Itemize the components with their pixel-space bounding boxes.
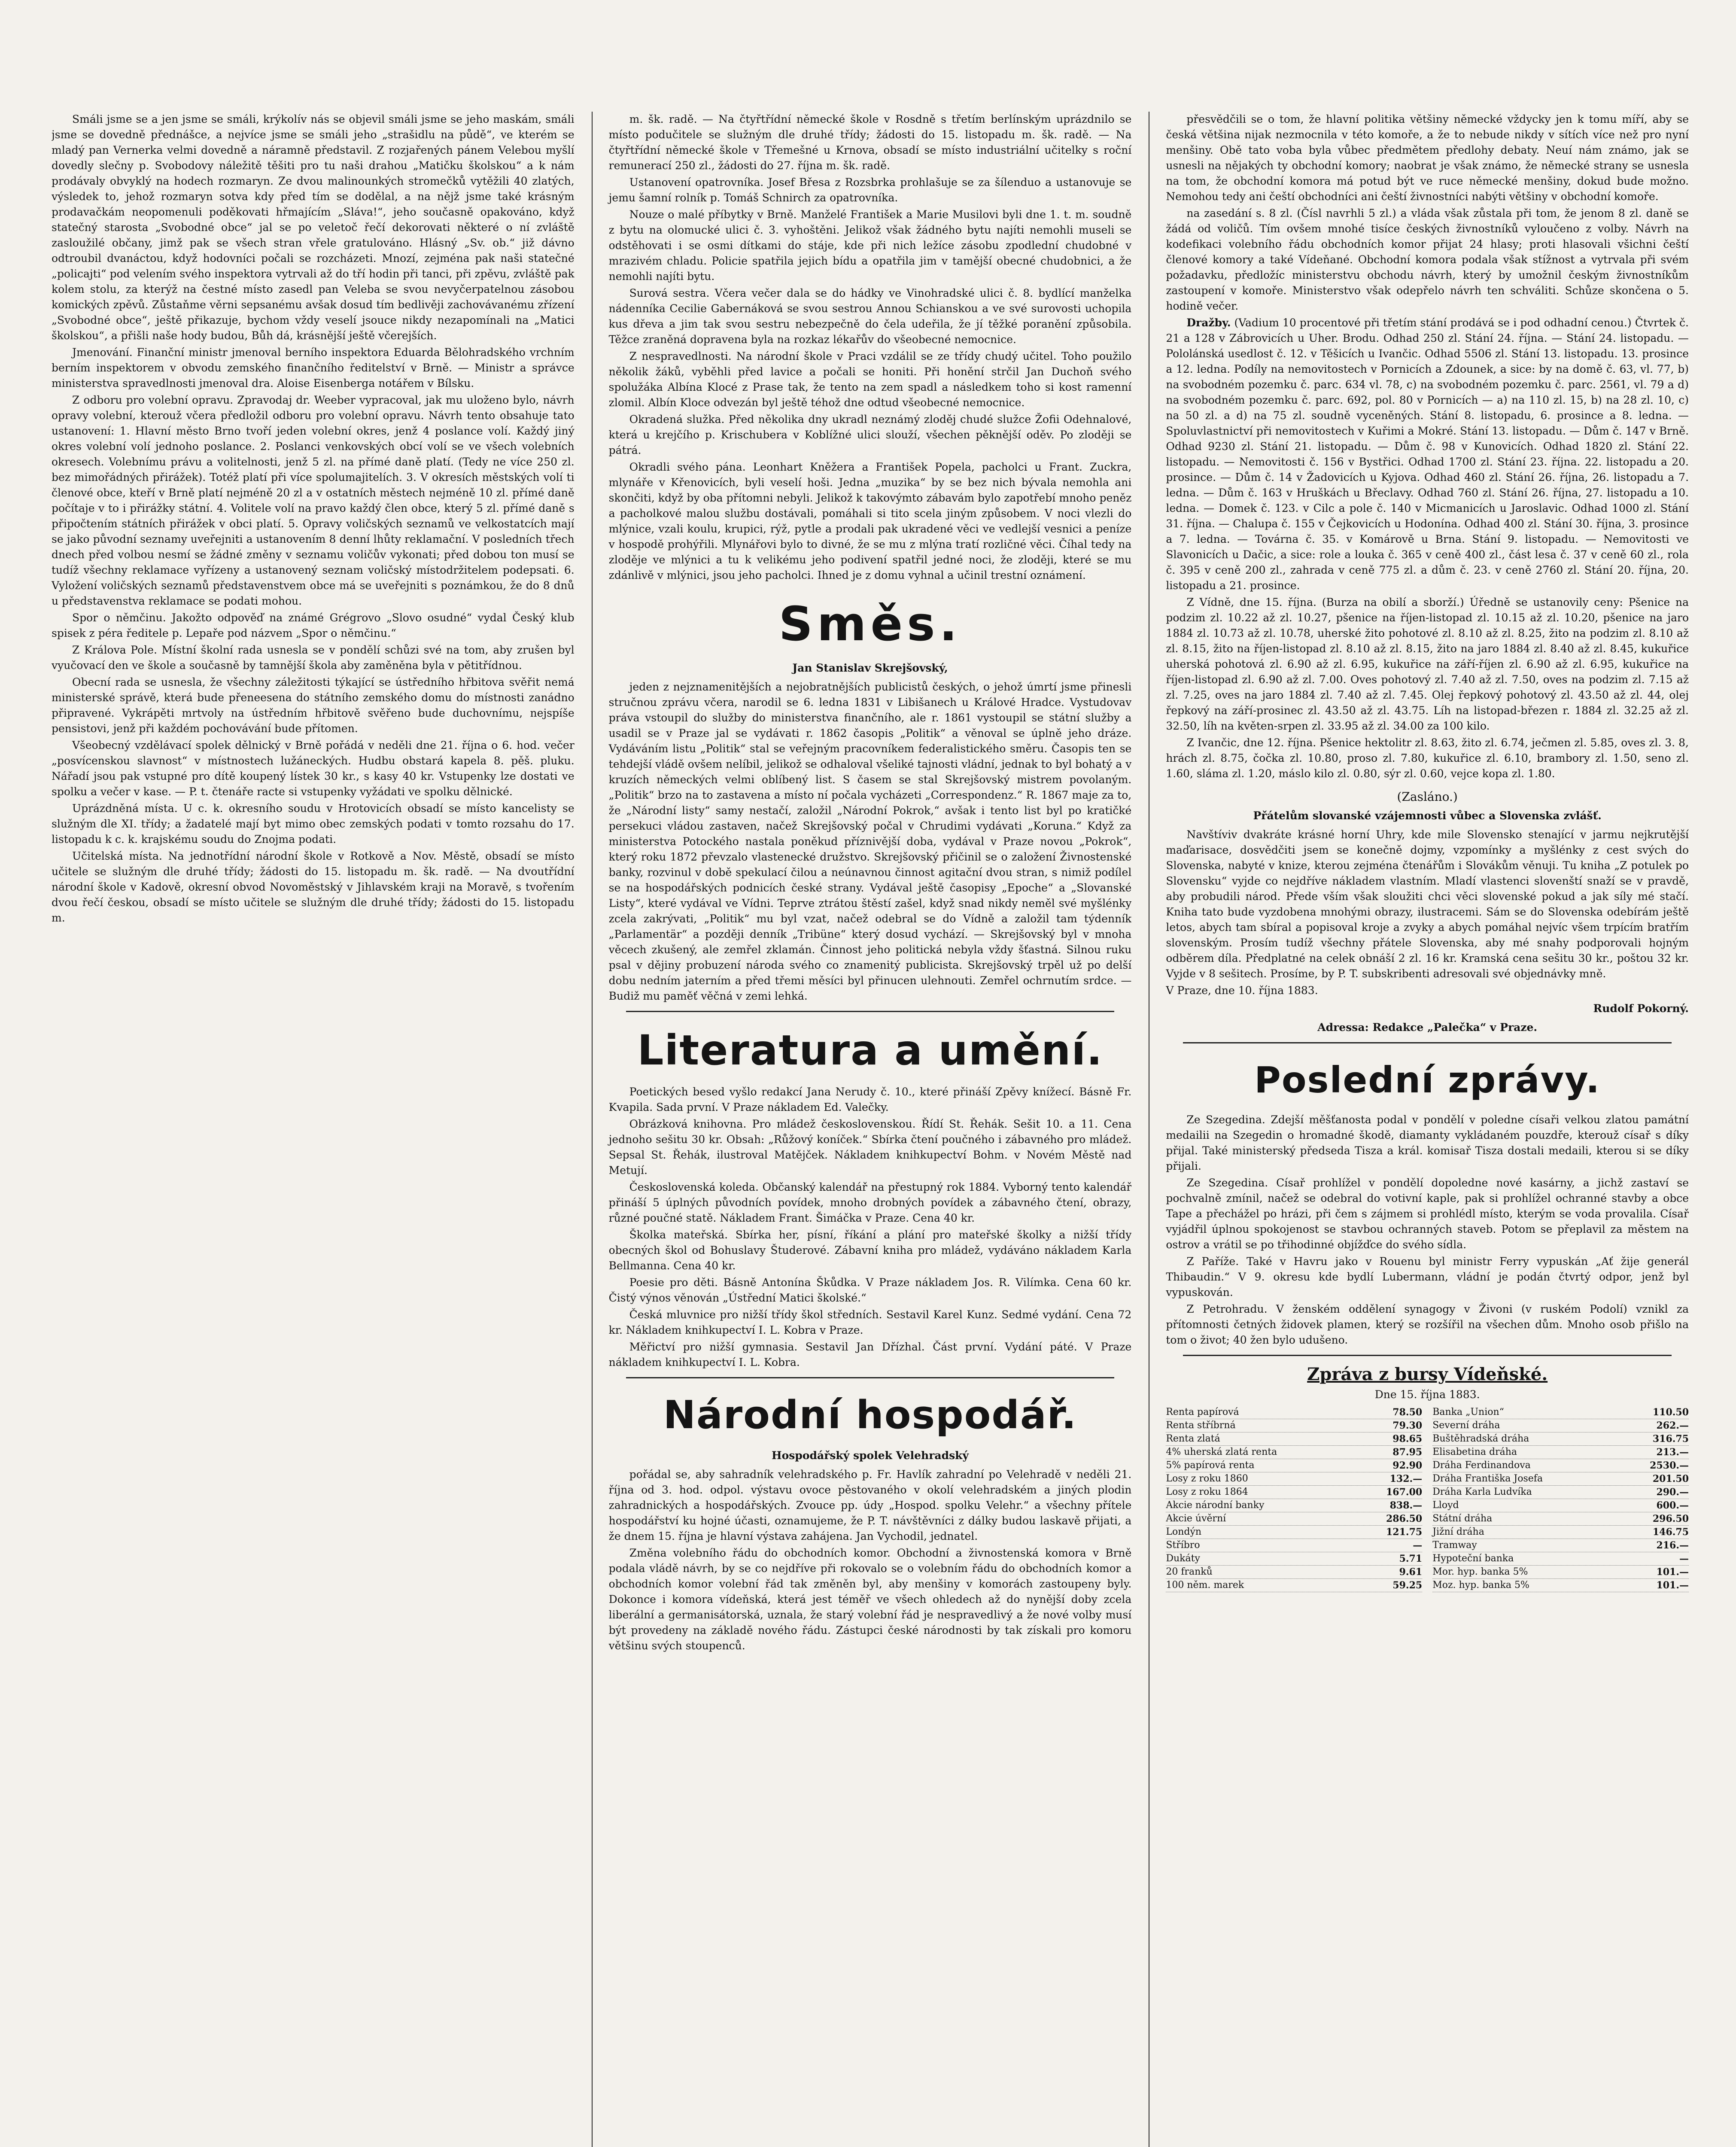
bourse-row <box>1432 1419 1689 1432</box>
article-teaching-positions: Učitelská místa. Na jednotřídní národní škole v Rotkově a Nov. Městě, obsadí se místo učitele se služným dle druhé třídy; žádosti do 15. listopadu m. šk. radě. — Na dvoutřídní národní škole v Kadově, okresní obvod Novoměstský v Jihlavském kraji na Moravě, s tvořením dvou řečí českou, obsadí se místo učitele se služným dle druhé třídy; žádosti do 15. listopadu m. <box>52 850 575 924</box>
article-chamber-vote: na zasedání s. 8 zl. (Čísl navrhli 5 zl.) a vláda však zůstala při tom, že jenom 8 zl. daně se žádá od voličů. Tím ovšem mnohé tisíce českých živnostníků vyloučeno z volby. Návrh na kodefikaci volebního řádu obchodních komor přijat 24 hlasy; proti hlasovali všichni čeští členové komory a také Vídeňané. Obchodní komora podala však stížnost a vytrvala při svém požadavku, předložíc ministerstvu obchodu návrh, který by umožnil českým živnostníkům zastoupení v komoře. Ministerstvo však odepřelo návrh ten schváliti. Schůze skončena o 5. hodině večer. <box>1166 207 1689 312</box>
article-agri-exhibition: pořádal se, aby sahradník velehradského p. Fr. Havlík zahradní po Velehradě v neděli 21. října od 3. hod. odpol. výstavu ovoce pěstovaného v okolí velehradském a jiných plodin zahradnických a hospodářských. Zvouce pp. údy „Hospod. spolku Velehr.“ a všechny přítele hospodářství ku hojné účasti, oznamujeme, že P. T. návštěvníci z dálky budou laskavě přijati, a že dnem 15. října je hlavní výstava zahájena. Jan Vychodil, jednatel. <box>608 1468 1132 1542</box>
article-appeal: Navštíviv dvakráte krásné horní Uhry, kde mile Slovensko stenající v jarmu nejkrutější maďarisace, dosvědčiti jsem se konečně dojmy, vzpomínky a myšlénky z cest svých do Slovenska, nabyté v knize, kterou zejména čtenářům i Slovákům věnuji. Tu kniha „Z potulek po Slovensku“ vyjde co nejdříve nákladem vlastním. Mladí vlastenci slovenští snaží se v pravdě, aby probudili národ. Přede vším však sloužiti chci věci slovenské pokud a jak síly mé stačí. Kniha tato bude vyzdobena mnohými obrazy, ilustracemi. Sám se do Slovenska odebírám ještě letos, abych tam sbíral a popisoval kroje a zvyky a abych pomáhal nejvíc všem trpícím bratřím slovenským. Prosím tudíž všechny přátele Slovenska, aby mé snahy podporovali hojným odběrem díla. Předplatné na celek obnáší 2 zl. 16 kr. Kramská cena sešitu 30 kr., poštou 32 kr. Vyjde v 8 sešitech. Prosíme, by P. T. subskribenti adresovali své objednávky mně. <box>1166 828 1689 980</box>
bourse-security-name: Renta stříbrná <box>1166 1420 1236 1431</box>
bourse-price: — <box>1413 1540 1423 1551</box>
article-chamber-cont: přesvědčili se o tom, že hlavní politika většiny německé vždycky jen k tomu míří, aby se česká většina nijak nezmocnila v této komoře, a že to nebude nikdy v sítích více než pro nyní menšiny. Obě tato voba byla vůbec předmětem předlohy debaty. Neuí nám známo, jak se usnesli na nějakých ty obchodní komory; naobrat je však známo, že německé strany se usnesla na tom, že obchodní komora má potud být ve ruce německé menšiny, dokud bude možno. Nemohou tedy ani čeští obchodníci ani čeští živnostníci nabýti většiny v obchodní komoře. <box>1166 113 1689 203</box>
bourse-security-name: Dráha Františka Josefa <box>1432 1473 1543 1484</box>
section-heading-latest-news: Poslední zprávy. <box>1254 1059 1601 1101</box>
bourse-row <box>1166 1486 1422 1499</box>
bourse-price: 101.— <box>1656 1566 1689 1578</box>
bourse-security-name: 5% papírová renta <box>1166 1460 1255 1471</box>
bourse-security-name: Renta papírová <box>1166 1407 1239 1417</box>
article-school-accident: Z nespravedlnosti. Na národní škole v Praci vzdálil se ze třídy chudý učitel. Toho použilo několik žáků, vyběhli před lavice a počali se honiti. Při honění strčil Jan Duchoň svého spolužáka Albína Klocé z Prase tak, že tento na zem spadl a následkem toho si kost ramenní zlomil. Albín Kloce odvezán byl ještě téhož dne odtud všeobecné nemocnice. <box>608 350 1132 409</box>
bourse-security-name: 4% uherská zlatá renta <box>1166 1447 1277 1457</box>
bourse-security-name: Losy z roku 1864 <box>1166 1487 1248 1497</box>
bourse-row <box>1432 1499 1689 1512</box>
column-left <box>52 112 575 2147</box>
bourse-price: 600.— <box>1656 1500 1689 1511</box>
bourse-price: 98.65 <box>1392 1433 1423 1445</box>
article-obituary: jeden z nejznamenitějších a nejobratnějších publicistů českých, o jehož úmrtí jsme přinesli stručnou zprávu včera, narodil se 6. ledna 1831 v Libišanech u Králové Hradce. Vystudovav práva vstoupil do služby do ministerstva finančního, ale r. 1861 vystoupil se státní služby a usadil se v Praze jal se vydávati r. 1862 časopis „Politik“ a věnoval se úplně jeho dráze. Vydáváním listu „Politik“ stal se veřejným pracovníkem federalistického směru. Časopis ten se tehdejší vládě ovšem nelíbil, jelikož se odhaloval všeliké tajnosti vládní, jednak to byl bohatý a v kruzích německých velmi oblíbený list. S časem se stal Skrejšovský mistrem povolaným. „Politik“ brzo na to zastavena a místo ní počala vycházeti „Correspondenz.“ R. 1867 maje za to, že „Národní listy“ samy nestačí, založil „Národní Pokrok,“ avšak i tento list byl po kratičké persekuci vládou zastaven, načež Skrejšovský počal v Chrudimi vydávati „Koruna.“ Když za ministerstva Potockého nastala poněkud příznivější doba, vydával v Praze novou „Pokrok“, který roku 1872 převzalo vlastenecké družstvo. Skrejšovský přičinil se o založení Živnostenské banky, rozvinul v době spekulací čilou a neúnavnou činnost agitační dvou stran, s nimiž podílel se na hospodářských podnicích české strany. Vydával ještě časopisy „Epoche“ a „Slovanské Listy“, které vydával ve Vídni. Teprve ztrátou štěstí zašel, když snad nikdy neměl své myšlénky zcela zakrývati, „Politik“ mu byl vzat, načež odebral se do Vídně a založil tam týdenník „Parlamentär“ a později denník „Tribüne“ který dosud vychází. — Skrejšovský byl v mnoha věcech zkušený, ale zemřel zklamán. Činnost jeho politická nebyla vždy šťastná. Silnou ruku psal v dějiny probuzení národa svého co znamenitý publicista. Skrejšovský trpěl už po delší dobu nedním jaterním a před třemi měsíci byl přinucen ulehnouti. Zemřel ochrnutím srdce. — Budiž mu paměť věčná v zemi lehká. <box>608 681 1132 1002</box>
bourse-date: Dne 15. října 1883. <box>1374 1388 1480 1401</box>
bourse-security-name: Jižní dráha <box>1432 1527 1484 1537</box>
bourse-row <box>1166 1526 1422 1539</box>
bourse-price: 78.50 <box>1392 1407 1423 1418</box>
article-party-report: Smáli jsme se a jen jsme se smáli, krýkolív nás se objevil smáli jsme se jeho maskám, smáli jsme se dovedně přednášce, a nejvíce jsme se smáli jeho „strašidlu na půdě“, ve kterém se mladý pan Vernerka velmi dovedně a náramně představil. Z rozjařených pánem Velebou myšlí dovedly slečny p. Svobodovy náležitě těšiti pro tu naši drahou „Matičku školskou“ a k nám prodávaly obvyklý na hodech rozmaryn. Ze dvou malinounkých stromečků vytěžili 40 zlatých, výsledek to, jehož rozmaryn sotva kdy před tím se dodělal, a na nějž jsme také krásným prodavačkám neopomenuli poděkovati hřmajícím „Sláva!“, jeho současně opakováno, když statečný starosta „Svobodné obce“ jal se po veletoč řečí dekorovati některé o ní zvláště zasloužilé občany, jimž pak se všech stran vřele gratulováno. Hlásný „Sv. ob.“ již dávno odtroubil dvanáctou, když hodovníci počali se rozcházeti. Mnozí, zejména pak naši statečné „policajti“ pod velením svého inspektora vytrvali až do tří hodin při tanci, při zpěvu, zvláště pak kolem stolu, za kterýž na čestné místo zasedl pan Veleba se svou nevyčerpatelnou zásobou komických zpěvů. Zůstaňme věrni sepsanému avšak dosud tím bedlivěji zachovávanému zřízení „Svobodné obce“, ještě přikazuje, bychom vždy veselí jsouce nikdy nezapomínali na „Matici školskou“, a přišli naše hody budou, Bůh dá, krásnější ještě včerejších. <box>52 113 575 342</box>
bourse-heading: Zpráva z bursy Vídeňské. <box>1307 1364 1548 1384</box>
bourse-security-name: Státní dráha <box>1432 1513 1493 1524</box>
auctions-heading: Dražby. <box>1186 316 1231 329</box>
bourse-price: 146.75 <box>1652 1527 1689 1538</box>
bourse-price: 92.90 <box>1392 1460 1423 1471</box>
bourse-price: 262.— <box>1656 1420 1689 1431</box>
bourse-row <box>1432 1472 1689 1486</box>
bourse-price: 2530.— <box>1650 1460 1689 1471</box>
bourse-column-left <box>1166 1406 1422 1592</box>
bourse-price: 9.61 <box>1399 1566 1423 1578</box>
bourse-price: 87.95 <box>1392 1447 1423 1458</box>
bourse-row <box>1166 1459 1422 1472</box>
bourse-row <box>1166 1566 1422 1579</box>
article-chamber-elections: Změna volebního řádu do obchodních komor. Obchodní a živnostenská komora v Brně podala vládě návrh, by se co nejdříve při rokovalo se o volebním řádu do obchodních komor a obchodních komor volební řád tak změněn byl, aby menšiny v komorách zastoupeny byly. Dokonce i komora vídeňská, která jest téměř ve všech ohledech až do nynější doby zcela liberální a germanisátorská, uznala, že starý volební řád je nespravedlivý a že nové volby musí být provedeny na základě nového řádu. Zástupci české národnosti by tak získali pro komoru většinu svých stoupenců. <box>608 1547 1132 1652</box>
bourse-price: 110.50 <box>1652 1407 1689 1418</box>
lit-item: Měřictví pro nižší gymnasia. Sestavil Jan Dřízhal. Část první. Vydání páté. V Praze nákladem knihkupectví I. L. Kobra. <box>608 1341 1132 1368</box>
section-heading-economy: Národní hospodář. <box>663 1393 1077 1438</box>
bourse-column-right <box>1432 1406 1689 1592</box>
lit-item: Poetických besed vyšlo redakcí Jana Nerudy č. 10., které přináší Zpěvy knížecí. Básně Fr. Kvapila. Sada první. V Praze nákladem Ed. Valečky. <box>608 1086 1132 1113</box>
economy-subheading: Hospodářský spolek Velehradský <box>771 1449 969 1462</box>
date-line: V Praze, dne 10. října 1883. <box>1166 984 1318 997</box>
bourse-security-name: Londýn <box>1166 1527 1202 1537</box>
auctions-text: (Vadium 10 procentové při třetím stání prodává se i pod odhadní cenou.) Čtvrtek č. 21 a 128 v Zábrovicích u Uher. Brodu. Odhad 250 zl. Stání 24. října. — Stání 24. listopadu. — Pololánská usedlost č. 12. v Těšicích u Ivančic. Odhad 5506 zl. Stání 13. listopadu. 13. prosince a 12. ledna. Podíly na nemovitostech v Pornicích a Zdounek, a sice: by na domě č. 63, vl. 77, b) na svobodném pozemku č. parc. 634 vl. 78, c) na svobodném pozemku č. parc. 2561, vl. 79 a d) na svobodném pozemku č. parc. 692, pol. 80 v Pornicích — a) na 110 zl. 15, b) na 28 zl. 10, c) na 50 zl. a d) na 75 zl. soudně vyceněných. Stání 8. listopadu, 6. prosince a 8. ledna. — Spoluvlastnictví při nemovitostech v Kuřimi a Mokré. Stání 13. listopadu. — Dům č. 147 v Brně. Odhad 9230 zl. Stání 21. listopadu. — Dům č. 98 v Kunovicích. Odhad 1820 zl. Stání 22. listopadu. — Nemovitosti č. 156 v Bystřici. Odhad 1700 zl. Stání 23. října. 22. listopadu a 20. prosince. — Dům č. 14 v Žadovicích u Kyjova. Odhad 460 zl. Stání 26. října, 26. listopadu a 7. ledna. — Dům č. 163 v Hruškách u Břeclavy. Odhad 760 zl. Stání 26. října, 27. listopadu a 10. ledna. — Domek č. 123. v Cilc a pole č. 140 v Micmanicích u Jaroslavic. Odhad 1000 zl. Stání 31. října. — Chalupa č. 155 v Čejkovicích u Hodonína. Odhad 400 zl. Stání 30. října, 3. prosince a 7. ledna. — Továrna č. 35. v Komárově u Brna. Stání 9. listopadu. — Nemovitosti ve Slavonicích u Dačic, a sice: role a louka č. 365 v ceně 400 zl., část lesa č. 37 v ceně 60 zl., rola č. 395 v ceně 200 zl., zahrada v ceně 775 zl. a dům č. 23. v ceně 2760 zl. Stání 20. října, 20. listopadu a 21. prosince. <box>1166 316 1689 592</box>
column-right <box>1149 112 1689 2147</box>
news-item: Z Petrohradu. V ženském oddělení synagogy v Živoni (v ruském Podolí) vznikl za přítomnosti četných židovek plamen, který se rozšířil na všechen dům. Mnoho osob přišlo na tom o život; 40 žen bylo udušeno. <box>1166 1303 1689 1346</box>
bourse-row <box>1432 1486 1689 1499</box>
column-middle <box>592 112 1132 2147</box>
bourse-price: 290.— <box>1656 1487 1689 1498</box>
bourse-row <box>1432 1539 1689 1552</box>
bourse-price: — <box>1679 1553 1689 1564</box>
bourse-price: 59.25 <box>1392 1580 1423 1591</box>
bourse-security-name: Losy z roku 1860 <box>1166 1473 1248 1484</box>
article-kralovo-pole: Z Králova Pole. Místní školní rada usnesla se v pondělí schůzi své na tom, aby zrušen byl vyučovací den ve škole a současně by tamnější škola aby zaměněna byla v pětitřídnou. <box>52 644 575 672</box>
news-item: Z Paříže. Také v Havru jako v Rouenu byl ministr Ferry vypuskán „Ať žije generál Thibaudin.“ V 9. okresu kde bydlí Lubermann, vládní je podán čtvrtý odpor, jenž byl vypuskován. <box>1166 1255 1689 1299</box>
bourse-row <box>1166 1446 1422 1459</box>
bourse-security-name: Renta zlatá <box>1166 1433 1220 1444</box>
article-electoral-reform: Z odboru pro volební opravu. Zpravodaj dr. Weeber vypracoval, jak mu uloženo bylo, návrh opravy volební, kterouž včera předložil odboru pro volební opravu. Návrh tento obsahuje tato ustanovení: 1. Hlavní město Brno tvoří jeden volební okres, jenž 4 poslance volí. Každý jiný okres volební volí jednoho poslance. 2. Poslanci venkovských obcí volí se ve všech volebních okresech. Volebnímu právu a volitelnosti, jenž 5 zl. na přímé daně platí. (Tedy ne více 250 zl. bez mimořádných přirážek). Totéž platí při více spolumajitelích. 3. V okresích městských volí ti členové obce, kteří v Brně platí nejméně 20 zl a v ostatních městech nejméně 10 zl. přímé daně počítaje v to i přirážky státní. 4. Volitele volí na pravo každý člen obce, který 5 zl. přímé daně s připočtením státních přirážek v obci platí. 5. Opravy voličských seznamů ve velkostatcích mají se jako původní seznamy uveřejniti a ustanovením 8 denní lhůty reklamační. V posledních třech dnech před volbou nesmí se žádné změny v seznamu voličův vykonati; před dobou ton musí se tudíž všechny reklamace vyřízeny a ustanovený seznam voličský místodržitelem podepsati. 6. Vyložení voličských seznamů představenstvem obce má se uveřejniti s poznámkou, že do 8 dnů u představenstva reklamace se podati mohou. <box>52 394 575 607</box>
lit-item: Československá koleda. Občanský kalendář na přestupný rok 1884. Vyborný tento kalendář přináší 5 úplných původních povídek, mnoho drobných povídek a zábavného čtení, obrazy, různé poučné statě. Nákladem Frant. Šimáčka v Praze. Cena 40 kr. <box>608 1181 1132 1224</box>
article-city-council: Obecní rada se usnesla, že všechny záležitosti týkající se ústředního hřbitova svěřit nemá ministerské správě, která bude přeneesena do státního zemského domu do místnosti zanádno připravené. Vykrápěti mrtvoly na ústředním hřbitově svěřeno bude duchovnímu, nejspíše pensistovi, jenž při každém pochovávání bude přítomen. <box>52 676 575 735</box>
bourse-security-name: Moz. hyp. banka 5% <box>1432 1580 1529 1590</box>
bourse-security-name: Lloyd <box>1432 1500 1459 1511</box>
bourse-security-name: Elisabetina dráha <box>1432 1447 1517 1457</box>
article-vienna-exchange: Z Vídně, dne 15. října. (Burza na obilí a sborží.) Úředně se ustanovily ceny: Pšenice na podzim zl. 10.22 až zl. 10.27, pšenice na říjen-listopad zl. 10.15 až zl. 10.20, pšenice na jaro 1884 zl. 10.73 až zl. 10.78, uherské žito pohotové zl. 8.10 až zl. 8.25, žito na podzim zl. 8.10 až zl. 8.15, žito na říjen-listopad zl. 8.10 až zl. 8.15, žito na jaro 1884 zl. 8.40 až zl. 8.45, kukuřice uherská pohotová zl. 6.90 až zl. 6.95, kukuřice na září-říjen zl. 6.90 až zl. 6.95, kukuřice na říjen-listopad zl. 6.90 až zl. 7.00. Oves pohotový zl. 7.40 až zl. 7.50, oves na podzim zl. 7.15 až zl. 7.25, oves na jaro 1884 zl. 7.40 až zl. 7.45. Olej řepkový pohotový zl. 43.50 až zl. 44, olej řepkový na září-prosinec zl. 43.50 až zl. 43.75. Líh na listopad-březen r. 1884 zl. 32.25 až zl. 32.50, líh na květen-srpen zl. 33.95 až zl. 34.00 za 100 kilo. <box>1166 596 1689 732</box>
lit-item: Poesie pro děti. Básně Antonína Škůdka. V Praze nákladem Jos. R. Vilímka. Cena 60 kr. Čistý výnos věnován „Ústřední Matici školské.“ <box>608 1276 1132 1304</box>
bourse-price: 316.75 <box>1652 1433 1689 1445</box>
article-language-dispute: Spor o němčinu. Jakožto odpověď na známé Grégrovo „Slovo osudné“ vydal Český klub spisek z péra ředitele p. Lepaře pod názvem „Spor o němčinu.“ <box>52 611 575 639</box>
bourse-price: 79.30 <box>1392 1420 1423 1431</box>
article-ivancice-prices: Z Ivančic, dne 12. října. Pšenice hektolitr zl. 8.63, žito zl. 6.74, ječmen zl. 5.85, oves zl. 3. 8, hrách zl. 8.75, čočka zl. 10.80, proso zl. 7.80, kukuřice zl. 6.10, brambory zl. 1.50, seno zl. 1.60, sláma zl. 1.20, máslo kilo zl. 0.80, sýr zl. 0.60, vejce kopa zl. 1.80. <box>1166 736 1689 780</box>
bourse-row <box>1432 1459 1689 1472</box>
bourse-security-name: Mor. hyp. banka 5% <box>1432 1566 1528 1577</box>
bourse-row <box>1432 1446 1689 1459</box>
bourse-row <box>1166 1499 1422 1512</box>
section-divider <box>626 1377 1115 1378</box>
bourse-row <box>1432 1526 1689 1539</box>
bourse-price: 167.00 <box>1386 1487 1423 1498</box>
article-workers-society: Všeobecný vzdělávací spolek dělnický v Brně pořádá v neděli dne 21. října o 6. hod. večer „posvícenskou slavnost“ v místnostech lužáneckých. Hudbu obstará kapela 8. pěš. pluku. Nářadí jsou pak vstupné pro dítě koupený lístek 30 kr., s kasy 40 kr. Vstupenky lze dostati ve spolku a večer v kase. — P. t. čtenáře racte si vstupenky vyžádati ve spolku dělnické. <box>52 739 575 798</box>
bourse-row <box>1432 1579 1689 1592</box>
bourse-row <box>1432 1406 1689 1419</box>
address-line: Adressa: Redakce „Palečka“ v Praze. <box>1317 1021 1538 1034</box>
bourse-row <box>1166 1552 1422 1566</box>
signature: Rudolf Pokorný. <box>1593 1002 1689 1015</box>
bourse-security-name: Banka „Union“ <box>1432 1407 1504 1417</box>
bourse-security-name: Tramway <box>1432 1540 1477 1551</box>
bourse-security-name: Hypoteční banka <box>1432 1553 1514 1564</box>
bourse-row <box>1432 1432 1689 1446</box>
bourse-security-name: Akcie úvěrní <box>1166 1513 1226 1524</box>
bourse-price: 296.50 <box>1652 1513 1689 1524</box>
lit-item: Obrázková knihovna. Pro mládež československou. Řídí St. Řehák. Sešit 10. a 11. Cena jednoho sešitu 30 kr. Obsah: „Růžový koníček.“ Sbírka čtení poučného i zábavného pro mládež. Sepsal St. Řehák, ilustroval Matějček. Nákladem knihkupectví Bohm. v Novém Městě nad Metují. <box>608 1118 1132 1177</box>
bourse-price: 838.— <box>1389 1500 1423 1511</box>
bourse-row <box>1432 1552 1689 1566</box>
section-heading-literature: Literatura a umění. <box>637 1026 1103 1074</box>
bourse-row <box>1166 1512 1422 1526</box>
bourse-security-name: 20 franků <box>1166 1566 1213 1577</box>
article-auctions <box>1166 315 1689 593</box>
section-divider <box>1183 1355 1672 1356</box>
lit-item: Česká mluvnice pro nižší třídy škol středních. Sestavil Karel Kunz. Sedmé vydání. Cena 72 kr. Nákladem knihkupectví I. L. Kobra v Praze. <box>608 1308 1132 1336</box>
bourse-security-name: Dráha Ferdinandova <box>1432 1460 1531 1471</box>
bourse-price: 121.75 <box>1386 1527 1423 1538</box>
bourse-row <box>1166 1406 1422 1419</box>
article-teaching-positions-cont: m. šk. radě. — Na čtyřtřídní německé škole v Rosdně s třetím berlínským uprázdnilo se místo podučitele se služným dle druhé třídy; žádosti do 15. listopadu m. šk. radě. — Na čtyřtřídní německé škole v Třemešné u Krnova, obsadí se místo industriální učitelky s roční remunerací 250 zl., žádosti do 27. října m. šk. radě. <box>608 113 1132 172</box>
section-divider <box>626 1011 1115 1012</box>
section-divider <box>1183 1042 1672 1043</box>
bourse-security-name: Akcie národní banky <box>1166 1500 1265 1511</box>
article-appointments: Jmenování. Finanční ministr jmenoval berního inspektora Eduarda Bělohradského vrchním berním inspektorem v obvodu zemského finančního ředitelství v Brně. — Ministr a správce ministerstva spravedlnosti jmenoval dra. Aloise Eisenberga notářem v Bílsku. <box>52 346 575 389</box>
bourse-row <box>1166 1432 1422 1446</box>
submitted-label: (Zasláno.) <box>1397 790 1458 804</box>
article-guardian: Ustanovení opatrovníka. Josef Břesa z Rozsbrka prohlašuje se za šílenduo a ustanovuje se jemu šamní rolník p. Tomáš Schnirch za opatrovníka. <box>608 176 1132 204</box>
bourse-security-name: Buštěhradská dráha <box>1432 1433 1529 1444</box>
bourse-price: 132.— <box>1389 1473 1423 1484</box>
appeal-heading: Přátelům slovanské vzájemnosti vůbec a Slovenska zvlášť. <box>1253 809 1602 822</box>
article-robbed-maid: Okradená služka. Před několika dny ukradl neznámý zloděj chudé služce Žofii Odehnalové, která u krejčího p. Krischubera v Koblížné ulici slouží, všechen pěknější oděv. Po zloději se pátrá. <box>608 413 1132 456</box>
bourse-row <box>1432 1512 1689 1526</box>
bourse-price: 286.50 <box>1386 1513 1423 1524</box>
bourse-security-name: 100 něm. marek <box>1166 1580 1244 1590</box>
obituary-heading: Jan Stanislav Skrejšovský, <box>792 662 948 674</box>
lit-item: Školka mateřská. Sbírka her, písní, říkání a plání pro mateřské školky a nižší třídy obecných škol od Bohuslavy Študerové. Zábavní kniha pro mládež, vydáváno nákladem Karla Bellmanna. Cena 40 kr. <box>608 1229 1132 1272</box>
news-item: Ze Szegedina. Zdejší měšťanosta podal v pondělí v poledne císaři velkou zlatou památní medailii na Szegedin o hromadné škodě, diamanty vykládaném pouzdře, kterouž císař s díky přijal. Také ministerský předseda Tisza a král. komisař Tisza dostali medaili, kterou si se díky přijali. <box>1166 1113 1689 1172</box>
bourse-row <box>1166 1472 1422 1486</box>
bourse-price: 201.50 <box>1652 1473 1689 1484</box>
news-item: Ze Szegedina. Císař prohlížel v pondělí dopoledne nové kasárny, a jichž zastaví se pochvalně zmínil, načež se odebral do votivní kaple, pak si prohlížel ochranné stavby a obce Tape a přechážel po hrázi, při čem s zájmem si prohlédl místo, kterým se voda provalila. Císař vyjádřil úplnou spokojenost se stavbou ochranných staveb. Potom se přeplavil za městem na ostrov a vrátil se po třihodinné objížďce do svého sídla. <box>1166 1177 1689 1251</box>
bourse-row <box>1166 1579 1422 1592</box>
bourse-price: 216.— <box>1656 1540 1689 1551</box>
bourse-price: 5.71 <box>1399 1553 1423 1564</box>
article-robbed-master: Okradli svého pána. Leonhart Kněžera a František Popela, pacholci u Frant. Zuckra, mlynáře v Křenovicích, byli veselí hoši. Jedna „muzika“ by se bez nich bývala nemohla ani skončiti, když by oba přítomni nebyli. Jelikož k takovýmto zábavám bylo zapotřebí mnoho peněz a pacholkové malou službu dostávali, pomáhali si tito scela jiným způsobem. V noci vlezli do mlýnice, vzali koulu, krupici, rýž, pytle a prodali pak ukradené věci ve vedlejší vesnici a peníze v hospodě prohýřili. Mlynářovi bylo to divné, že se mu z mlýna tratí rozličné věci. Číhal tedy na zloděje ve mlýnici a tu k velikému jeho podivení spatřil jedné noci, že zloději, které se mu zdánlivě v mlýnici, jsou jeho pacholci. Ihned je z domu vyhnal a učinil trestní oznámení. <box>608 461 1132 581</box>
bourse-price: 101.— <box>1656 1580 1689 1591</box>
article-vacant-positions: Uprázdněná místa. U c. k. okresního soudu v Hrotovicích obsadí se místo kancelisty se služným dle XI. třídy; a žadatelé mají byt mimo obec zemských podati v tomto rozsahu do 17. listopadu k c. k. krajskému soudu do Znojma podati. <box>52 802 575 845</box>
bourse-security-name: Severní dráha <box>1432 1420 1500 1431</box>
article-cruel-sister: Surová sestra. Včera večer dala se do hádky ve Vinohradské ulici č. 8. bydlící manželka nádenníka Cecilie Gabernáková se svou sestrou Annou Schianskou a ve své surovosti uchopila kus dřeva a jim tak svou sestru nebezpečně do čela udeřila, že jí těžké poranění způsobila. Těžce zraněná dopravena byla na rozkaz lékařův do všeobecné nemocnice. <box>608 287 1132 346</box>
section-heading-smes: Směs. <box>778 596 962 651</box>
article-housing-shortage: Nouze o malé příbytky v Brně. Manželé František a Marie Musilovi byli dne 1. t. m. soudně z bytu na olomucké ulici č. 3. vyhoštěni. Jelikož však žádného bytu najíti nemohli museli se odstěhovati i se osmi dítkami do stáje, kde při nich ležíce zásobu zpodlední chudobné v mrazivém chladu. Policie spatřila jejich bídu a opatřila jim v tamější obecné chudobnici, a že nemohli najíti bytu. <box>608 208 1132 283</box>
bourse-security-name: Stříbro <box>1166 1540 1200 1551</box>
bourse-row <box>1166 1539 1422 1552</box>
bourse-price: 213.— <box>1656 1447 1689 1458</box>
bourse-row <box>1166 1419 1422 1432</box>
bourse-security-name: Dráha Karla Ludvíka <box>1432 1487 1532 1497</box>
bourse-security-name: Dukáty <box>1166 1553 1200 1564</box>
bourse-row <box>1432 1566 1689 1579</box>
bourse-table <box>1166 1406 1689 1592</box>
